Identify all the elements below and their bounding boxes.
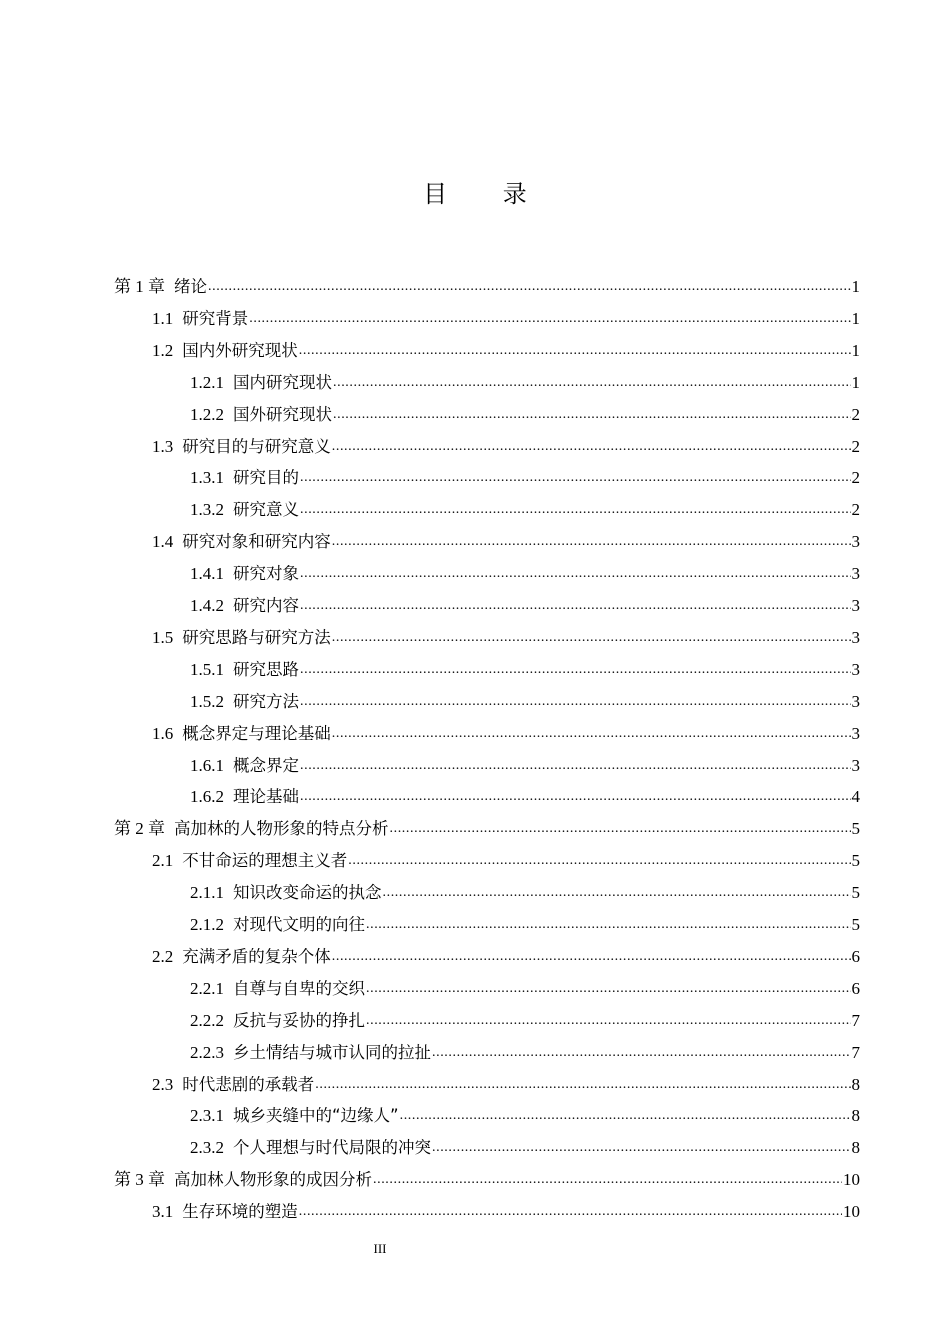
toc-entry-label: 概念界定 (233, 755, 299, 775)
dot-leader (383, 882, 851, 904)
toc-entry-number: 1.6.1 (190, 755, 224, 775)
toc-entry-label: 反抗与妥协的挣扎 (233, 1010, 365, 1030)
toc-entry[interactable] (190, 776, 860, 808)
dot-leader (432, 1042, 851, 1064)
dot-leader (315, 1074, 850, 1096)
toc-entry-number: 1.1 (152, 308, 174, 328)
toc-entry-number: 2.3 (152, 1074, 174, 1094)
toc-entry-label: 不甘命运的理想主义者 (182, 851, 348, 871)
toc-entry-number: 1.6 (152, 723, 174, 743)
toc-entry-label: 研究目的与研究意义 (182, 436, 331, 456)
toc-entry-number: 2.2.1 (190, 978, 224, 998)
toc-entry-page-number: 3 (851, 596, 860, 615)
toc-entry-page-number: 1 (851, 308, 860, 328)
toc-entry-page-number: 8 (851, 1138, 860, 1158)
toc-entry-page-number: 6 (851, 946, 860, 966)
toc-entry-number: 2.2 (152, 946, 174, 966)
toc-entry-number: 2.3.1 (190, 1106, 224, 1126)
toc-entry-page-number: 3 (851, 691, 860, 711)
toc-entry-label: 研究对象和研究内容 (182, 532, 331, 552)
dot-leader (333, 372, 851, 394)
dot-leader (366, 914, 851, 936)
dot-leader (332, 627, 851, 649)
toc-entry-number: 1.4.1 (190, 564, 224, 584)
toc-entry-label: 国内研究现状 (233, 372, 332, 392)
dot-leader (300, 786, 851, 808)
toc-entry-number: 3.1 (152, 1202, 174, 1222)
toc-entry-number: 1.3.1 (190, 468, 224, 488)
toc-entry-page-number: 3 (851, 627, 860, 647)
toc-entry[interactable] (190, 362, 860, 394)
dot-leader (300, 595, 851, 617)
dot-leader (208, 276, 851, 298)
dot-leader (333, 404, 851, 426)
toc-entry-page-number: 3 (851, 564, 860, 584)
toc-entry[interactable] (190, 489, 860, 521)
toc-entry[interactable] (152, 298, 860, 330)
page-number-footer: III (373, 1241, 387, 1256)
toc-entry[interactable] (114, 266, 860, 298)
page-title: 目 录 (423, 180, 551, 208)
toc-entry-label: 乡土情结与城市认同的拉扯 (233, 1042, 431, 1062)
dot-leader (300, 467, 851, 489)
toc-entry[interactable] (152, 1064, 860, 1096)
toc-entry[interactable] (152, 936, 860, 968)
toc-entry-number: 第 3 章 (114, 1170, 165, 1190)
toc-entry[interactable] (190, 1095, 860, 1127)
toc-entry-label: 国内外研究现状 (182, 340, 298, 360)
dot-leader (332, 946, 851, 968)
toc-entry[interactable] (152, 426, 860, 458)
toc-entry-number: 第 2 章 (114, 819, 165, 839)
dot-leader (400, 1105, 851, 1127)
toc-entry-page-number: 8 (851, 1106, 860, 1126)
toc-entry-number: 1.4.2 (190, 596, 224, 615)
dot-leader (299, 340, 851, 362)
dot-leader (390, 818, 851, 840)
toc-entry-page-number: 10 (843, 1170, 860, 1190)
toc-entry-page-number: 5 (851, 851, 860, 871)
dot-leader (332, 723, 851, 745)
toc-entry-page-number: 2 (851, 404, 860, 424)
toc-entry-label: 充满矛盾的复杂个体 (182, 946, 331, 966)
toc-entry-page-number: 3 (851, 532, 860, 552)
toc-entry-number: 1.2.1 (190, 372, 224, 392)
toc-entry[interactable] (190, 394, 860, 426)
toc-entry[interactable] (152, 840, 860, 872)
toc-entry-number: 1.4 (152, 532, 174, 552)
toc-entry-label: 研究思路与研究方法 (182, 627, 331, 647)
toc-entry-label: 研究背景 (182, 308, 249, 328)
toc-entry-page-number: 4 (851, 787, 860, 807)
toc-entry[interactable] (190, 1032, 860, 1064)
toc-entry-page-number: 2 (851, 500, 860, 520)
toc-entry[interactable] (190, 649, 860, 681)
toc-entry[interactable] (152, 521, 860, 553)
toc-entry-label: 对现代文明的向往 (233, 915, 365, 934)
toc-entry-page-number: 7 (851, 1042, 860, 1062)
toc-entry[interactable] (152, 617, 860, 649)
toc-entry[interactable] (190, 968, 860, 1000)
toc-entry[interactable] (190, 745, 860, 777)
toc-entry-number: 1.5.1 (190, 659, 224, 679)
toc-entry[interactable] (190, 681, 860, 713)
toc-entry-number: 1.5 (152, 627, 174, 647)
toc-entry[interactable] (152, 1191, 860, 1223)
toc-entry-label: 研究思路 (233, 659, 299, 679)
dot-leader (332, 436, 851, 458)
dot-leader (300, 691, 851, 713)
dot-leader (300, 755, 851, 777)
toc-entry[interactable] (114, 1159, 860, 1191)
toc-entry-number: 第 1 章 (114, 277, 165, 296)
toc-entry-label: 研究方法 (233, 691, 299, 711)
toc-entry-number: 2.1.2 (190, 915, 224, 934)
dot-leader (300, 563, 851, 585)
dot-leader (299, 1201, 842, 1223)
toc-entry-number: 1.3 (152, 436, 174, 456)
dot-leader (366, 1010, 851, 1032)
toc-entry-label: 生存环境的塑造 (182, 1202, 298, 1222)
toc-entry-page-number: 5 (851, 819, 860, 839)
dot-leader (432, 1137, 851, 1159)
toc-entry-page-number: 6 (851, 978, 860, 998)
toc-entry[interactable] (190, 1000, 860, 1032)
toc-entry-number: 2.2.2 (190, 1010, 224, 1030)
toc-entry-page-number: 3 (851, 723, 860, 743)
toc-entry[interactable] (190, 457, 860, 489)
toc-entry[interactable] (190, 585, 860, 617)
toc-entry-label: 研究内容 (233, 596, 299, 615)
toc-entry-number: 2.1 (152, 851, 174, 871)
toc-entry-page-number: 10 (843, 1202, 860, 1222)
toc-entry-number: 1.3.2 (190, 500, 224, 520)
toc-entry-page-number: 1 (851, 340, 860, 360)
toc-entry-label: 城乡夹缝中的“边缘人” (233, 1106, 399, 1126)
toc-entry-page-number: 1 (851, 277, 860, 296)
dot-leader (373, 1169, 842, 1191)
toc-entry-label: 自尊与自卑的交织 (233, 978, 365, 998)
toc-entry-label: 国外研究现状 (233, 404, 332, 424)
toc-entry-number: 1.6.2 (190, 787, 224, 807)
toc-entry-number: 2.2.3 (190, 1042, 224, 1062)
dot-leader (249, 308, 850, 330)
toc-entry[interactable] (152, 330, 860, 362)
dot-leader (300, 499, 851, 521)
toc-entry-page-number: 2 (851, 468, 860, 488)
toc-entry[interactable] (152, 713, 860, 745)
toc-entry-page-number: 5 (851, 883, 860, 903)
toc-entry[interactable] (190, 872, 860, 904)
toc-entry-page-number: 3 (851, 755, 860, 775)
toc-entry-label: 知识改变命运的执念 (233, 883, 382, 903)
toc-entry-page-number: 3 (851, 659, 860, 679)
toc-entry-page-number: 2 (851, 436, 860, 456)
toc-entry-number: 1.5.2 (190, 691, 224, 711)
dot-leader (300, 659, 851, 681)
toc-entry-label: 概念界定与理论基础 (182, 723, 331, 743)
toc-entry-page-number: 7 (851, 1010, 860, 1030)
toc-entry-number: 1.2 (152, 340, 174, 360)
toc-entry-page-number: 1 (851, 372, 860, 392)
toc-entry-label: 绪论 (174, 277, 207, 296)
dot-leader (366, 978, 851, 1000)
toc-entry-page-number: 5 (851, 915, 860, 934)
toc-entry-label: 高加林的人物形象的特点分析 (174, 819, 389, 839)
toc-entry-number: 2.1.1 (190, 883, 224, 903)
toc-entry[interactable] (190, 1127, 860, 1159)
toc-entry[interactable] (114, 808, 860, 840)
toc-entry-label: 研究意义 (233, 500, 299, 520)
toc-entry-label: 时代悲剧的承载者 (182, 1074, 315, 1094)
dot-leader (348, 850, 850, 872)
toc-entry-page-number: 8 (851, 1074, 860, 1094)
toc-entry-label: 理论基础 (233, 787, 299, 807)
toc-entry-label: 个人理想与时代局限的冲突 (233, 1138, 431, 1158)
toc-entry-number: 2.3.2 (190, 1138, 224, 1158)
toc-entry[interactable] (190, 553, 860, 585)
toc-entry-label: 高加林人物形象的成因分析 (174, 1170, 372, 1190)
toc-entry[interactable] (190, 904, 860, 936)
toc-entry-number: 1.2.2 (190, 404, 224, 424)
dot-leader (332, 531, 851, 553)
toc-entry-label: 研究对象 (233, 564, 299, 584)
toc-entry-label: 研究目的 (233, 468, 299, 488)
